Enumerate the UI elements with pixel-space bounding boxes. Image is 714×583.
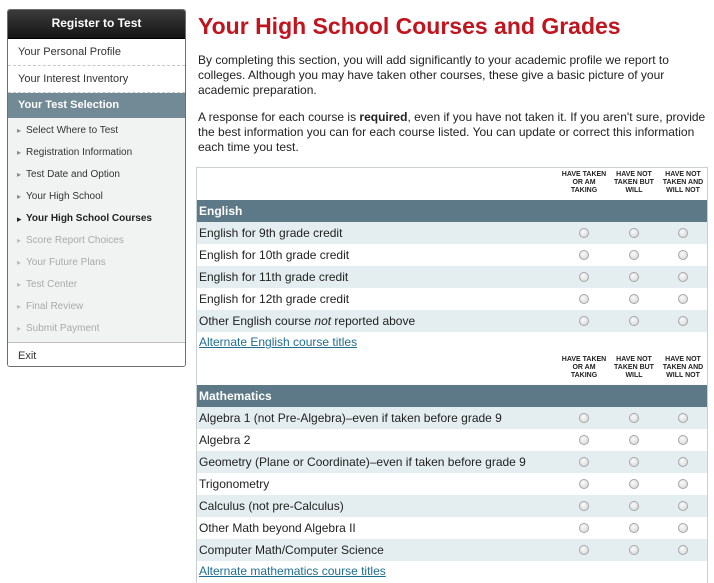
course-label: Calculus (not pre-Calculus) (199, 499, 344, 513)
radio-will-not-take[interactable] (678, 545, 688, 555)
radio-will-take[interactable] (629, 457, 639, 467)
sidebar-subnav (8, 118, 185, 342)
radio-taken[interactable] (579, 413, 589, 423)
sidebar-subitem-label: Test Center (26, 279, 78, 290)
radio-taken[interactable] (579, 435, 589, 445)
sidebar-subitem-submit-payment (8, 318, 185, 340)
bullet-arrow-icon: ▸ (17, 170, 22, 179)
course-row (197, 222, 707, 244)
sidebar-subitem-label: Registration Information (26, 147, 133, 158)
radio-will-not-take[interactable] (678, 413, 688, 423)
course-row (197, 310, 707, 332)
radio-taken[interactable] (579, 316, 589, 326)
sidebar-subitem-label: Final Review (26, 301, 84, 312)
column-header-1: HAVE TAKEN OR AM TAKING (561, 171, 607, 194)
radio-will-take[interactable] (629, 523, 639, 533)
radio-will-take[interactable] (629, 294, 639, 304)
course-label: English for 10th grade credit (199, 248, 350, 262)
course-row (197, 288, 707, 310)
radio-taken[interactable] (579, 545, 589, 555)
course-row (197, 266, 707, 288)
course-label: English for 11th grade credit (199, 270, 349, 284)
radio-taken[interactable] (579, 457, 589, 467)
requirement-paragraph (198, 110, 712, 155)
course-label: English for 12th grade credit (199, 292, 350, 306)
course-label: Algebra 2 (199, 433, 251, 447)
req-text-after: , even if you have not taken it. If you aren't sure, provide the best information you can for each course listed. You can update or correct this information each time you test. (198, 110, 706, 154)
sidebar-subitem-your-high-school-courses[interactable] (8, 208, 185, 230)
bullet-arrow-icon: ▸ (17, 258, 22, 267)
sidebar-subitem-label: Score Report Choices (26, 235, 124, 246)
column-header-2: HAVE NOT TAKEN BUT WILL (614, 171, 654, 194)
radio-will-take[interactable] (629, 413, 639, 423)
column-headers (197, 168, 707, 200)
radio-taken[interactable] (579, 294, 589, 304)
sidebar-subitem-test-date-and-option[interactable] (8, 164, 185, 186)
radio-will-not-take[interactable] (678, 272, 688, 282)
column-headers (197, 353, 707, 385)
column-header-1: HAVE TAKEN OR AM TAKING (561, 356, 607, 379)
section-header-english: English (197, 200, 707, 222)
radio-taken[interactable] (579, 479, 589, 489)
course-row (197, 539, 707, 561)
sidebar-subitem-score-report-choices (8, 230, 185, 252)
bullet-arrow-icon: ▸ (17, 192, 22, 201)
course-row (197, 517, 707, 539)
course-row (197, 407, 707, 429)
radio-will-not-take[interactable] (678, 228, 688, 238)
sidebar-header: Register to Test (8, 10, 185, 39)
exit-link[interactable]: Exit (8, 342, 185, 367)
course-row (197, 451, 707, 473)
sidebar-subitem-select-where-to-test[interactable] (8, 120, 185, 142)
sidebar-subitem-your-future-plans (8, 252, 185, 274)
req-text-before: A response for each course is (198, 110, 360, 124)
bullet-arrow-icon: ▸ (17, 236, 22, 245)
course-label: Trigonometry (199, 477, 270, 491)
sidebar-subitem-registration-information[interactable] (8, 142, 185, 164)
radio-will-not-take[interactable] (678, 435, 688, 445)
course-label: Algebra 1 (not Pre-Algebra)–even if taken before grade 9 (199, 411, 502, 425)
sidebar-subitem-label: Select Where to Test (26, 125, 119, 136)
radio-will-take[interactable] (629, 272, 639, 282)
sidebar-item-personal-profile[interactable]: Your Personal Profile (8, 39, 185, 66)
radio-will-take[interactable] (629, 545, 639, 555)
req-text-bold: required (359, 110, 408, 124)
alternate-titles-link-english[interactable]: Alternate English course titles (197, 332, 707, 353)
radio-taken[interactable] (579, 501, 589, 511)
intro-paragraph: By completing this section, you will add significantly to your academic profile we report to colleges. Although you may have taken other courses, these give a basic picture of your academic preparation. (198, 53, 669, 97)
section-header-mathematics: Mathematics (197, 385, 707, 407)
bullet-arrow-icon: ▸ (17, 280, 22, 289)
bullet-arrow-icon: ▸ (17, 126, 22, 135)
course-label: Computer Math/Computer Science (199, 543, 384, 557)
radio-will-not-take[interactable] (678, 250, 688, 260)
radio-will-not-take[interactable] (678, 294, 688, 304)
bullet-arrow-icon: ▸ (17, 302, 22, 311)
bullet-arrow-icon: ▸ (17, 148, 22, 157)
radio-will-take[interactable] (629, 316, 639, 326)
radio-will-not-take[interactable] (678, 457, 688, 467)
radio-taken[interactable] (579, 272, 589, 282)
column-header-2: HAVE NOT TAKEN BUT WILL (614, 356, 654, 379)
sidebar-subitem-final-review (8, 296, 185, 318)
course-label: English for 9th grade credit (199, 226, 343, 240)
course-label-after: reported above (331, 314, 416, 328)
column-header-3: HAVE NOT TAKEN AND WILL NOT (662, 356, 704, 379)
radio-taken[interactable] (579, 228, 589, 238)
course-label-before: Other English course (199, 314, 315, 328)
course-row (197, 244, 707, 266)
sidebar-subitem-label: Your High School (26, 191, 103, 202)
radio-will-not-take[interactable] (678, 523, 688, 533)
sidebar-item-interest-inventory[interactable]: Your Interest Inventory (8, 66, 185, 93)
page-title: Your High School Courses and Grades (198, 13, 621, 39)
radio-will-take[interactable] (629, 250, 639, 260)
column-header-3: HAVE NOT TAKEN AND WILL NOT (662, 171, 704, 194)
sidebar-subitem-label: Test Date and Option (26, 169, 120, 180)
sidebar-subitem-label: Your Future Plans (26, 257, 106, 268)
courses-table (196, 167, 708, 583)
sidebar-subitem-your-high-school[interactable] (8, 186, 185, 208)
course-row (197, 495, 707, 517)
sidebar-nav (7, 9, 186, 367)
active-arrow-icon: ▸ (17, 214, 22, 224)
course-label: Other Math beyond Algebra II (199, 521, 356, 535)
alternate-titles-link-mathematics[interactable]: Alternate mathematics course titles (197, 561, 707, 582)
course-label-italic: not (314, 314, 332, 328)
radio-will-take[interactable] (629, 435, 639, 445)
radio-will-take[interactable] (629, 228, 639, 238)
radio-taken[interactable] (579, 523, 589, 533)
sidebar-subitem-label: Your High School Courses (26, 213, 152, 224)
radio-will-not-take[interactable] (678, 501, 688, 511)
radio-will-not-take[interactable] (678, 479, 688, 489)
course-label: Geometry (Plane or Coordinate)–even if taken before grade 9 (199, 455, 526, 469)
course-row (197, 473, 707, 495)
radio-will-take[interactable] (629, 501, 639, 511)
bullet-arrow-icon: ▸ (17, 324, 22, 333)
sidebar-subitem-label: Submit Payment (26, 323, 100, 334)
sidebar-subitem-test-center (8, 274, 185, 296)
radio-will-take[interactable] (629, 479, 639, 489)
radio-taken[interactable] (579, 250, 589, 260)
course-row (197, 429, 707, 451)
sidebar-section-test-selection[interactable]: Your Test Selection (8, 93, 185, 118)
radio-will-not-take[interactable] (678, 316, 688, 326)
